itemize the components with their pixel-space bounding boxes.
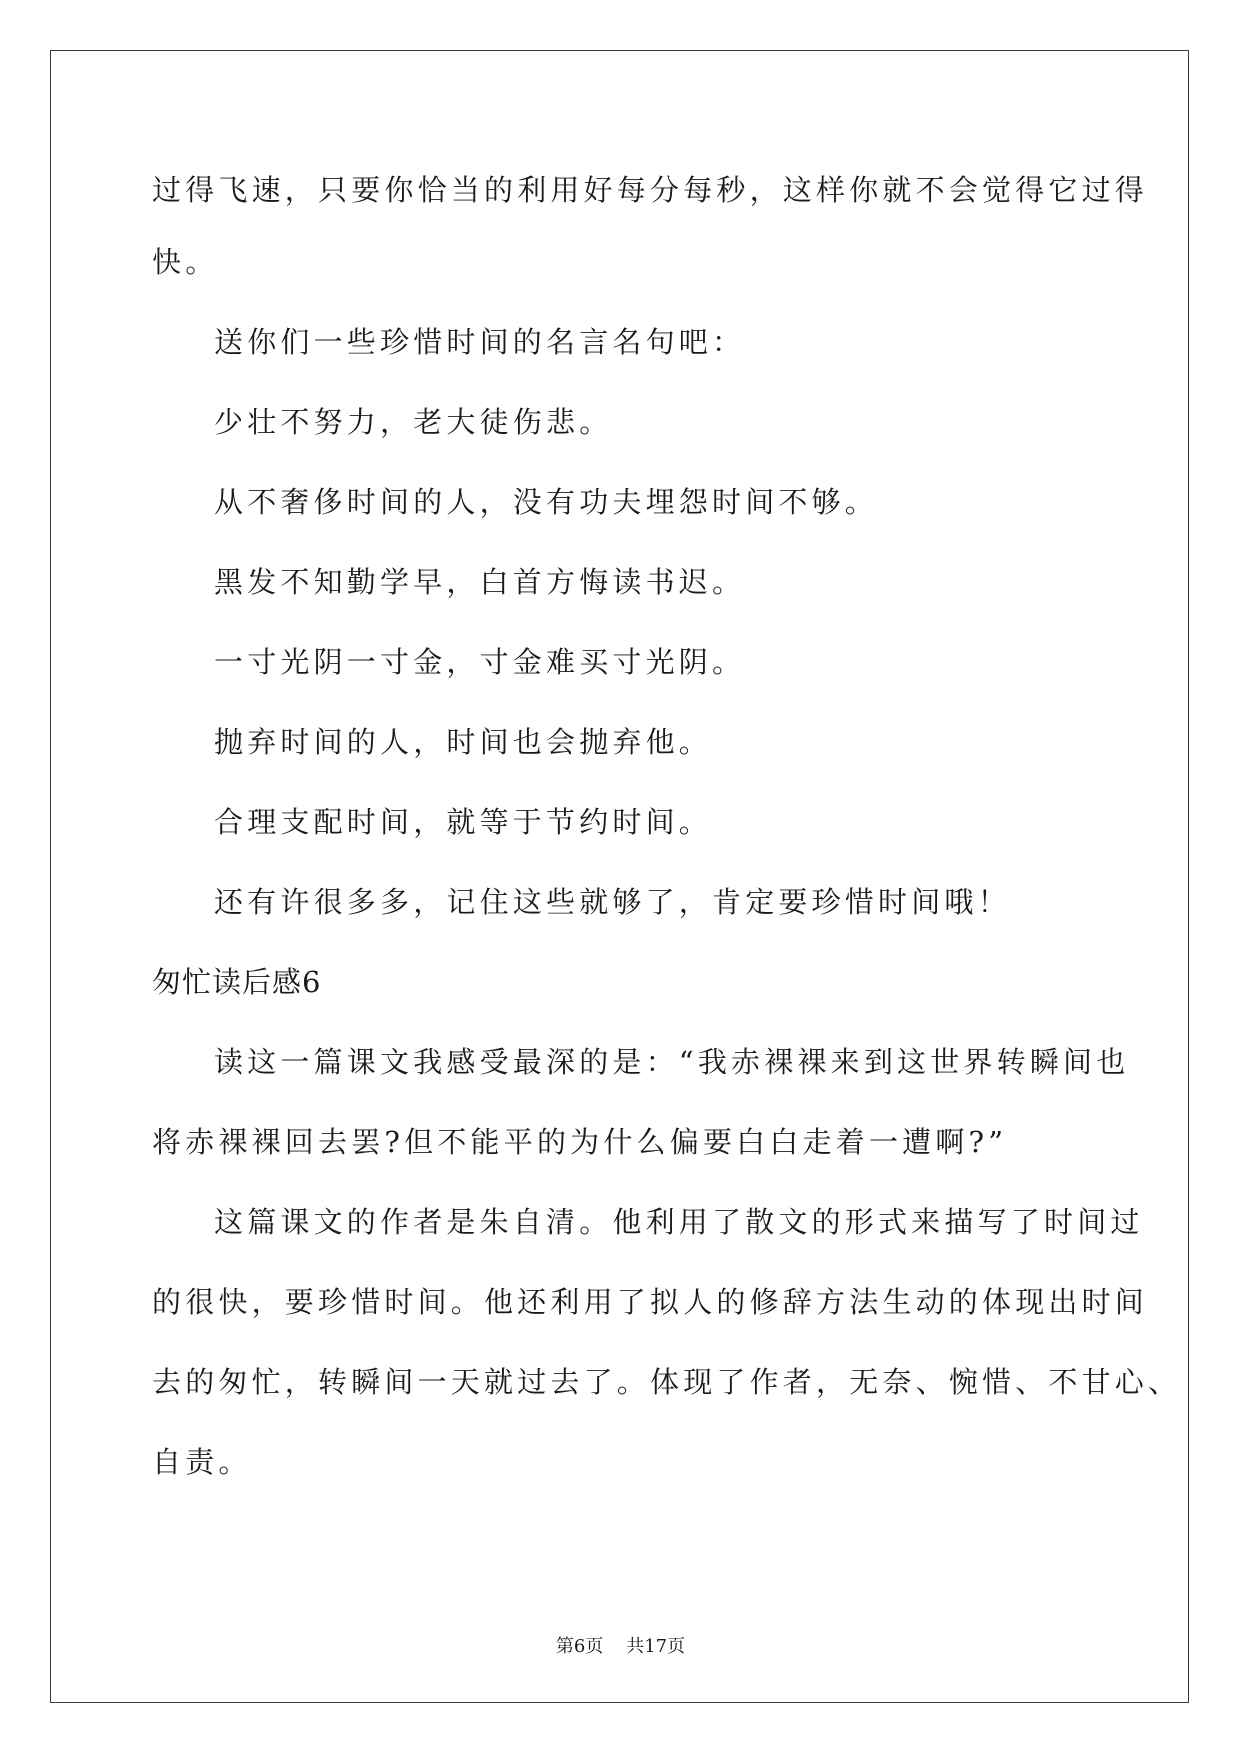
paragraph-line: 读这一篇课文我感受最深的是：“我赤裸裸来到这世界转瞬间也 — [214, 1045, 1130, 1079]
paragraph-line: 快。 — [152, 245, 219, 279]
quote-line: 黑发不知勤学早，白首方悔读书迟。 — [214, 565, 746, 599]
quote-line: 少壮不努力，老大徒伤悲。 — [214, 405, 613, 439]
page-footer — [0, 1636, 1241, 1658]
section-heading: 匆忙读后感6 — [152, 965, 322, 999]
paragraph-line: 将赤裸裸回去罢?但不能平的为什么偏要白白走着一遭啊?” — [152, 1125, 1008, 1159]
paragraph-line: 过得飞速，只要你恰当的利用好每分每秒，这样你就不会觉得它过得 — [152, 173, 1149, 207]
quote-line: 抛弃时间的人，时间也会抛弃他。 — [214, 725, 713, 759]
paragraph-line: 这篇课文的作者是朱自清。他利用了散文的形式来描写了时间过 — [214, 1205, 1144, 1239]
page-total: 共17页 — [626, 1636, 686, 1657]
quote-line: 一寸光阴一寸金，寸金难买寸光阴。 — [214, 645, 746, 679]
paragraph-line: 去的匆忙，转瞬间一天就过去了。体现了作者，无奈、惋惜、不甘心、 — [152, 1365, 1182, 1399]
paragraph-line: 送你们一些珍惜时间的名言名句吧： — [214, 325, 746, 359]
quote-line: 从不奢侈时间的人，没有功夫埋怨时间不够。 — [214, 485, 879, 519]
paragraph-line: 还有许很多多，记住这些就够了，肯定要珍惜时间哦！ — [214, 885, 1011, 919]
page-number: 第6页 — [555, 1636, 604, 1657]
paragraph-line: 的很快，要珍惜时间。他还利用了拟人的修辞方法生动的体现出时间 — [152, 1285, 1149, 1319]
quote-line: 合理支配时间，就等于节约时间。 — [214, 805, 713, 839]
paragraph-line: 自责。 — [152, 1445, 252, 1479]
